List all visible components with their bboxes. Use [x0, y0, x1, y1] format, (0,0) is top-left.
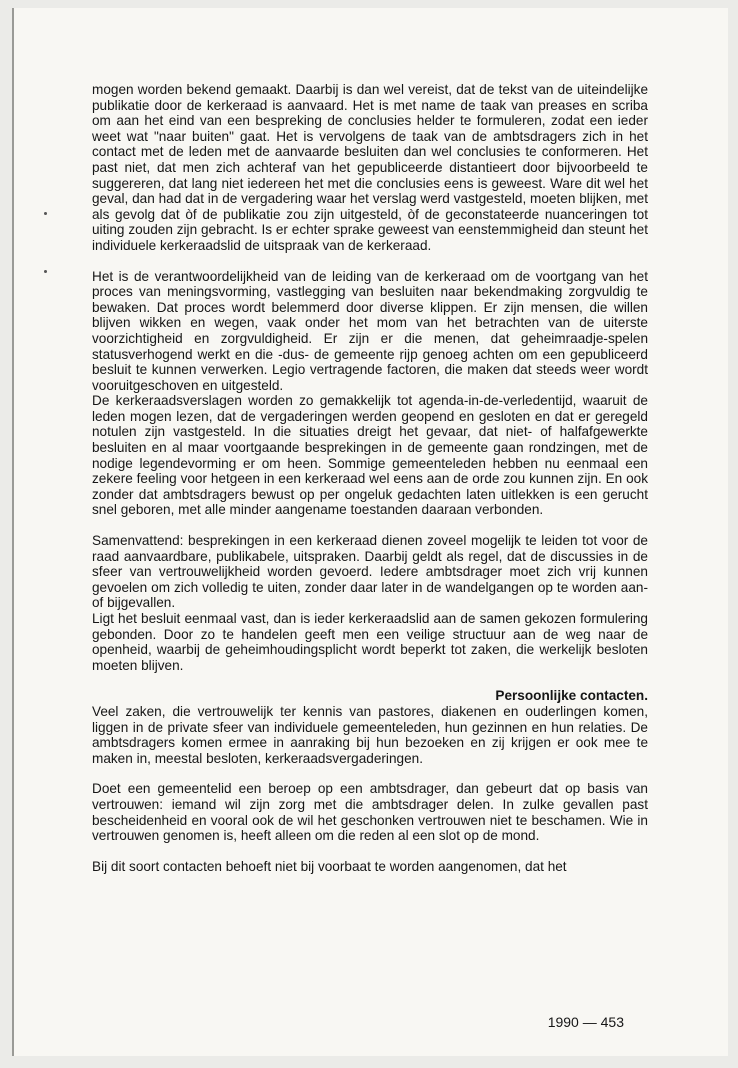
document-page: [12, 8, 728, 1056]
paragraph: Veel zaken, die vertrouwelijk ter kennis van pastores, diakenen en ouderlingen komen, liggen in de private sfeer van individuele gemeenteleden, hun gezinnen en hun relaties. De ambtsdragers komen ermee in aanraking bij hun bezoeken en zij krijgen er ook mee te maken in, meestal besloten, kerkeraadsvergaderingen.: [92, 703, 648, 766]
paragraph: De kerkeraadsverslagen worden zo gemakkelijk tot agenda-in-de-verledentijd, waaruit de leden mogen lezen, dat de vergaderingen werden geopend en gesloten en dat er geregeld notulen zijn vastgesteld. In die situaties dreigt het gevaar, dat niet- of halfafgewerkte besluiten en al maar voortgaande besprekingen in de gemeente gaan rondzingen, met de nodige legendevorming er om heen. Sommige gemeenteleden hebben nu eenmaal een zekere feeling voor hetgeen in een kerkeraad wel eens aan de orde zou kunnen zijn. En ook zonder dat ambtsdragers bewust op per ongeluk gedachten laten uitlekken is een gerucht snel geboren, met alle minder aangename toestanden daaraan verbonden.: [92, 393, 648, 518]
body-text: [92, 82, 648, 889]
paragraph: Doet een gemeentelid een beroep op een ambtsdrager, dan gebeurt dat op basis van vertrouwen: iemand wil zijn zorg met die ambtsdrager delen. In zulke gevallen past bescheidenheid en vooral ook de wil het geschonken vertrouwen niet te beschamen. Wie in vertrouwen genomen is, heeft alleen om die reden al een slot op de mond.: [92, 781, 648, 844]
paragraph: mogen worden bekend gemaakt. Daarbij is dan wel vereist, dat de tekst van de uiteindelijke publikatie door de kerkeraad is aanvaard. Het is met name de taak van preases en scriba om aan het eind van een bespreking de conclusies helder te formuleren, zodat een ieder weet wat "naar buiten" gaat. Het is vervolgens de taak van de ambtsdragers zich in het contact met de leden met de aanvaarde besluiten dan wel conclusies te conformeren. Het past niet, dat men zich achteraf van het gepubliceerde distantieert door bijvoorbeeld te suggereren, dat lang niet iedereen het met die conclusies eens is geweest. Ware dit wel het geval, dan had dat in de vergadering waar het verslag werd vastgesteld, moeten blijken, met als gevolg dat òf de publikatie zou zijn uitgesteld, òf de geconstateerde nuanceringen tot uiting zouden zijn gebracht. Is er echter sprake geweest van eenstemmigheid dan steunt het individuele kerkeraadslid de uitspraak van de kerkeraad.: [92, 82, 648, 253]
paragraph: Ligt het besluit eenmaal vast, dan is ieder kerkeraadslid aan de samen gekozen formulering gebonden. Door zo te handelen geeft men een veilige structuur aan de weg naar de openheid, waarbij de geheimhoudingsplicht wordt beperkt tot zaken, die werkelijk besloten moeten blijven.: [92, 611, 648, 673]
paragraph: Bij dit soort contacten behoeft niet bij voorbaat te worden aangenomen, dat het: [92, 858, 567, 874]
paragraph: Het is de verantwoordelijkheid van de leiding van de kerkeraad om de voortgang van het proces van meningsvorming, vastlegging van besluiten naar bekendmaking zorgvuldig te bewaken. Dat proces wordt belemmerd door diverse klippen. Er zijn mensen, die willen blijven wikken en wegen, vaak onder het mom van het betrachten van de uiterste voorzichtigheid en zorgvuldigheid. Er zijn er die menen, dat geheimraadje-spelen statusverhogend werkt en die -dus- de gemeente rijp genoeg achten om een gepubliceerd besluit te kunnen verwerken. Legio vertragende factoren, die maken dat steeds weer wordt vooruitgeschoven en uitgesteld.: [92, 268, 648, 393]
margin-dot: [44, 270, 47, 273]
section-heading: Persoonlijke contacten.: [495, 688, 648, 704]
page-number: 1990 — 453: [547, 1014, 624, 1030]
margin-dot: [44, 212, 47, 215]
paragraph: Samenvattend: besprekingen in een kerkeraad dienen zoveel mogelijk te leiden tot voor de raad aanvaardbare, publikabele, uitspraken. Daarbij geldt als regel, dat de discussies in de sfeer van vertrouwelijkheid worden gevoerd. Iedere ambtsdrager moet zich vrij kunnen gevoelen om zich volledig te uiten, zonder daar later in de wandelgangen op te worden aan- of bijgevallen.: [92, 533, 648, 611]
